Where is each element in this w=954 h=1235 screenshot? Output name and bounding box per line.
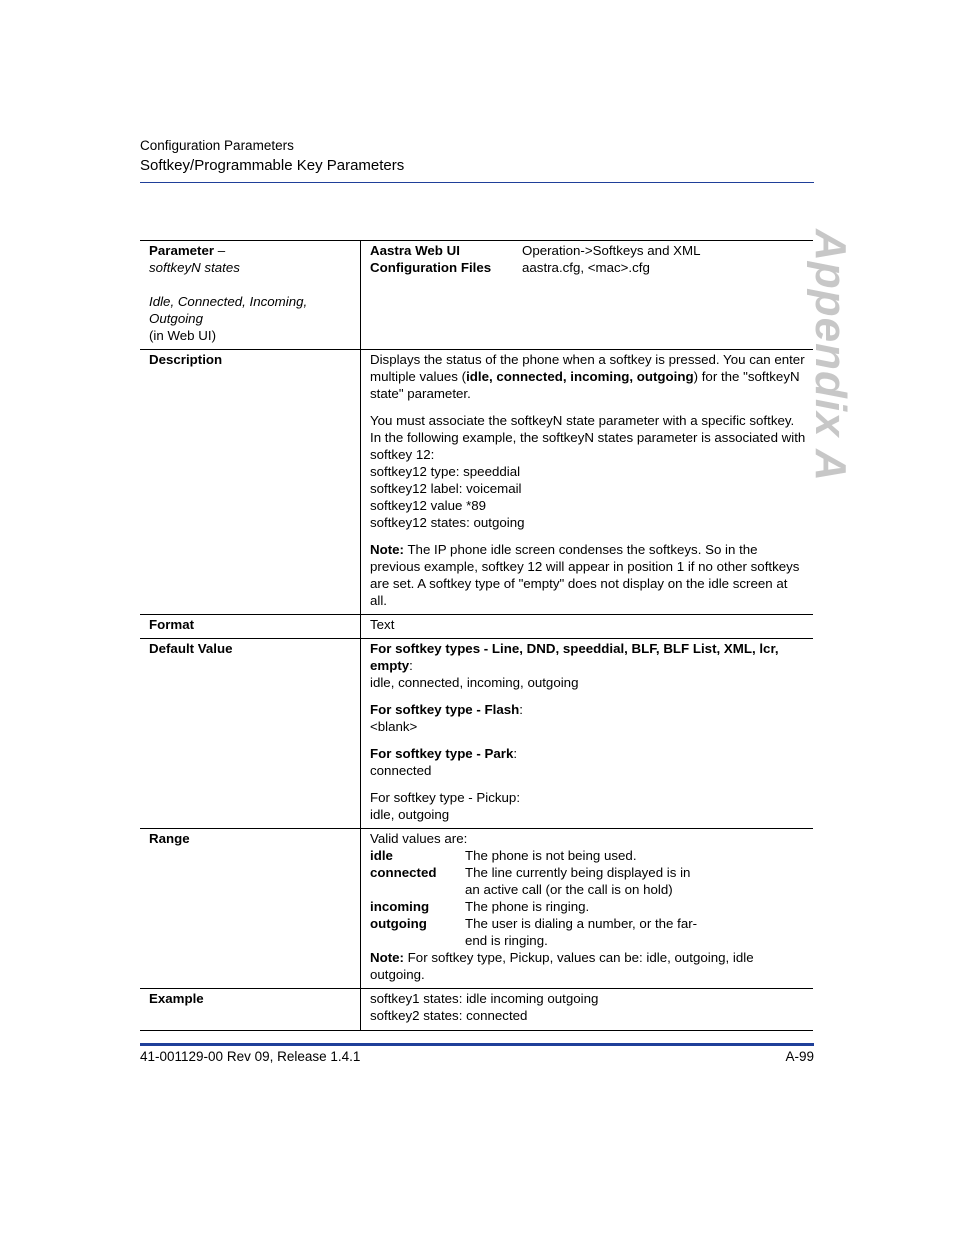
appendix-side-tab-label: Appendix A — [805, 228, 855, 482]
default-group-heading: For softkey type - Flash — [370, 702, 520, 717]
range-value-desc: The phone is ringing. — [465, 899, 590, 914]
note-text: The IP phone idle screen condenses the softkeys. So in the previous example, softkey 12 will appear in position 1 if no other softkeys are set. A softkey type of "empty" does not display on the idle screen at all. — [370, 542, 800, 608]
range-intro: Valid values are: — [370, 831, 468, 846]
description-paragraph-1 — [370, 351, 807, 402]
default-value-label: Default Value — [140, 639, 361, 829]
parameter-webui-name-2: Outgoing — [149, 311, 203, 326]
range-note — [370, 949, 765, 983]
table-row-default-value — [140, 639, 813, 829]
range-value-name: incoming — [370, 899, 430, 914]
default-value-cell — [361, 639, 814, 829]
note-label: Note: — [370, 542, 404, 557]
description-values: idle, connected, incoming, outgoing — [466, 369, 694, 384]
range-value-name: connected — [370, 865, 437, 880]
description-text: ) for the "softkeyN state" parameter. — [370, 369, 800, 401]
parameter-table — [140, 240, 813, 1031]
range-values — [370, 847, 807, 949]
description-text: Displays the status of the phone when a softkey is pressed. You can enter multiple values ( — [370, 352, 805, 384]
note-text: For softkey type, Pickup, values can be: idle, outgoing, idle outgoing. — [370, 950, 754, 982]
table-row-parameter — [140, 241, 813, 350]
format-value: Text — [370, 617, 395, 632]
table-row-example — [140, 989, 813, 1031]
description-paragraph-2 — [370, 412, 807, 531]
description-cell — [361, 350, 814, 615]
description-note — [370, 541, 807, 609]
location-value: Operation->Softkeys and XML — [522, 243, 701, 258]
range-cell — [361, 829, 814, 989]
default-group-heading: For softkey type - Park — [370, 746, 514, 761]
range-value-desc: The line currently being displayed is in an active call (or the call is on hold) — [465, 865, 691, 897]
note-label: Note: — [370, 950, 404, 965]
example-line: softkey1 states: idle incoming outgoing — [370, 991, 599, 1006]
range-value-name: idle — [370, 848, 393, 863]
range-value-name: outgoing — [370, 916, 427, 931]
location-key: Configuration Files — [370, 260, 492, 275]
example-label: Example — [140, 989, 361, 1031]
footer-doc-id: 41-001129-00 Rev 09, Release 1.4.1 — [140, 1049, 361, 1064]
table-row-description — [140, 350, 813, 615]
default-group: For softkey type - Flash: <blank> — [370, 702, 523, 734]
description-label: Description — [140, 350, 361, 615]
parameter-label: Parameter — [149, 243, 215, 258]
running-header-section: Configuration Parameters — [140, 138, 294, 153]
description-line: You must associate the softkeyN state parameter with a specific softkey. In the following example, the softkeyN states parameter is associated with softkey 12: — [370, 413, 806, 462]
location-key: Aastra Web UI — [370, 243, 460, 258]
parameter-dash: – — [214, 243, 226, 258]
default-group: For softkey types - Line, DND, speeddial, BLF, BLF List, XML, lcr, empty: idle, connected, incoming, outgoing — [370, 641, 779, 690]
footer-rule — [140, 1043, 814, 1046]
default-group-value: <blank> — [370, 719, 418, 734]
table-row-range — [140, 829, 813, 989]
location-grid — [370, 242, 807, 276]
parameter-webui-name-1: Idle, Connected, Incoming, — [149, 294, 308, 309]
table-row-format — [140, 615, 813, 639]
default-group-heading: For softkey type - Pickup: — [370, 790, 521, 805]
location-value: aastra.cfg, <mac>.cfg — [522, 260, 650, 275]
parameter-location-cell — [361, 241, 814, 350]
default-group-heading: For softkey types - Line, DND, speeddial, BLF, BLF List, XML, lcr, empty — [370, 641, 779, 673]
footer-page-number: A-99 — [785, 1049, 814, 1064]
default-group-value: connected — [370, 763, 432, 778]
running-header-subsection: Softkey/Programmable Key Parameters — [140, 157, 405, 174]
header-rule — [140, 182, 814, 183]
parameter-name: softkeyN states — [149, 260, 240, 275]
format-label: Format — [140, 615, 361, 639]
range-label: Range — [140, 829, 361, 989]
default-group-value: idle, outgoing — [370, 807, 450, 822]
parameter-webui-suffix: (in Web UI) — [149, 328, 216, 343]
example-line: softkey2 states: connected — [370, 1008, 528, 1023]
default-group: For softkey type - Park: connected — [370, 746, 518, 778]
description-line: softkey12 label: voicemail — [370, 481, 522, 496]
parameter-label-cell — [140, 241, 361, 350]
description-line: softkey12 states: outgoing — [370, 515, 525, 530]
default-group-value: idle, connected, incoming, outgoing — [370, 675, 579, 690]
description-line: softkey12 value *89 — [370, 498, 487, 513]
default-group-pickup — [370, 789, 807, 823]
range-value-desc: The phone is not being used. — [465, 848, 637, 863]
range-value-desc: The user is dialing a number, or the far-end is ringing. — [465, 916, 698, 948]
description-line: softkey12 type: speeddial — [370, 464, 521, 479]
example-cell — [361, 989, 814, 1031]
